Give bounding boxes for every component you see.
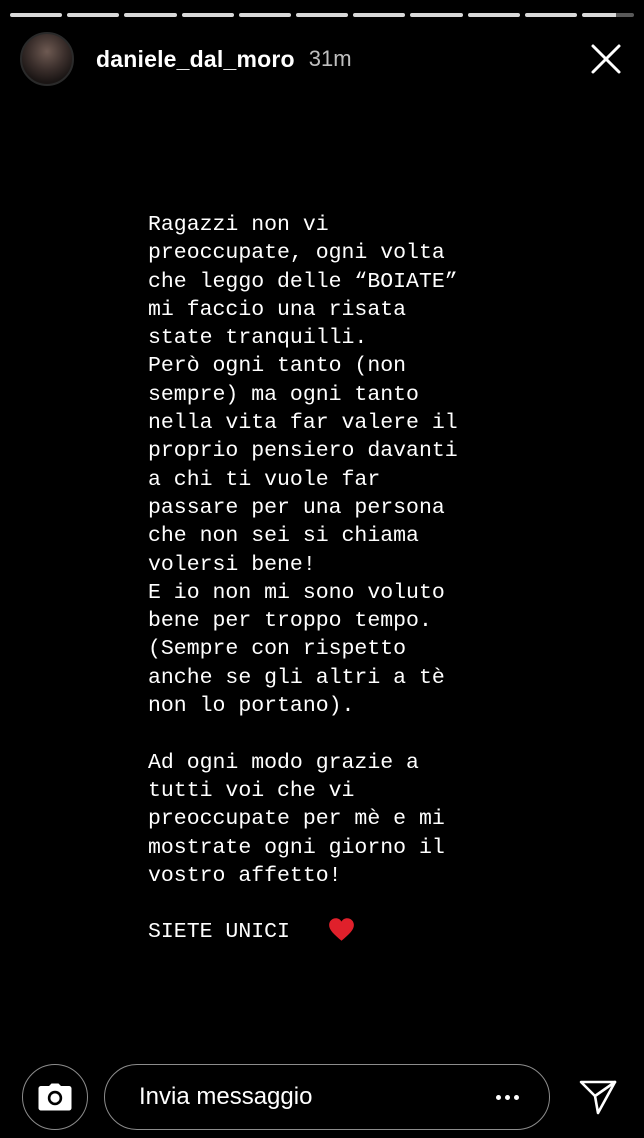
username[interactable]: daniele_dal_moro [96,45,295,72]
post-time: 31m [308,46,352,71]
story-header [20,30,628,88]
heart-icon [328,917,355,942]
message-input[interactable] [104,1064,550,1130]
more-options-icon[interactable] [496,1095,519,1100]
close-button[interactable] [584,37,628,81]
progress-segment [468,13,520,17]
message-placeholder: Invia messaggio [139,1083,313,1110]
close-icon [590,43,622,75]
avatar[interactable] [20,32,74,86]
story-footer [22,1064,622,1130]
camera-icon [38,1083,72,1111]
progress-segment [353,13,405,17]
paper-plane-icon [578,1077,618,1117]
progress-segment [410,13,462,17]
progress-segment [525,13,577,17]
camera-button[interactable] [22,1064,88,1130]
progress-segment [296,13,348,17]
story-progress-bar [10,13,634,17]
send-button[interactable] [574,1073,622,1121]
progress-segment [124,13,176,17]
story-text: Ragazzi non vi preoccupate, ogni volta che leggo delle “BOIATE” mi faccio una risata state tranquilli. Però ogni tanto (non sempre) ma ogni tanto nella vita far valere il proprio pensiero davanti a chi ti vuole far passare per una persona che non sei si chiama volersi bene! E io non mi sono voluto bene per troppo tempo. (Sempre con rispetto anche se gli altri a tè non lo portano). Ad ogni modo grazie a tutti voi che vi preoccupate per mè e mi mostrate ogni giorno il vostro affetto! SIETE UNICI [148,213,458,945]
progress-segment [239,13,291,17]
progress-segment [67,13,119,17]
progress-segment [10,13,62,17]
progress-segment [182,13,234,17]
progress-segment [582,13,634,17]
